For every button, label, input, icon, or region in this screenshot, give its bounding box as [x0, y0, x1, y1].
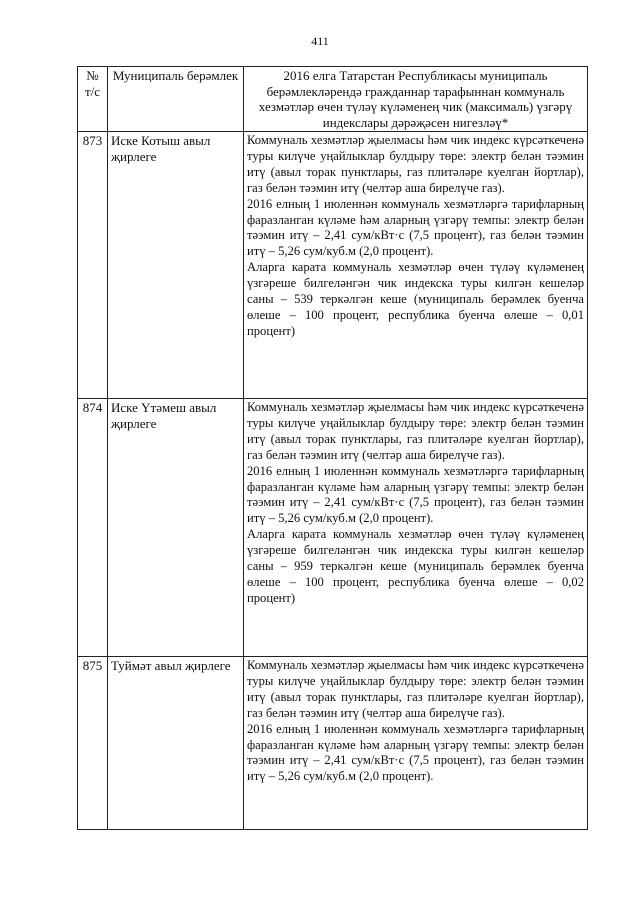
row-description: [244, 657, 588, 830]
table-row: [78, 132, 588, 399]
municipality-name: Туймәт авыл җирлеге: [108, 657, 244, 830]
row-description: [244, 399, 588, 657]
description-paragraph: 2016 елның 1 июленнән коммуналь хезмәтләргә тарифларның фаразланган күләме һәм аларның үзгәрү темпы: электр белән тәэмин итү – 2,41 сум/кВт·с (7,5 процент), газ белән тәэмин итү – 5,26 сум/куб.м (2,0 процент).: [247, 463, 584, 526]
page-number: 411: [311, 34, 329, 48]
municipal-index-table: [77, 66, 588, 830]
table-row: [78, 399, 588, 657]
row-number: 874: [78, 399, 108, 657]
municipality-name: Иске Котыш авыл җирлеге: [108, 132, 244, 399]
description-paragraph: Аларга карата коммуналь хезмәтләр өчен түләү күләменең үзгәреше билгеләнгән чик индекска туры килгән кешеләр саны – 539 теркәлгән кеше (муниципаль берәмлек буенча өлеше – 100 процент, республика буенча өлеше – 0,01 процент): [247, 260, 584, 338]
description-paragraph: 2016 елның 1 июленнән коммуналь хезмәтләргә тарифларның фаразланган күләме һәм аларның үзгәрү темпы: электр белән тәэмин итү – 2,41 сум/кВт·с (7,5 процент), газ белән тәэмин итү – 5,26 сум/куб.м (2,0 процент).: [247, 196, 584, 259]
description-paragraph: 2016 елның 1 июленнән коммуналь хезмәтләргә тарифларның фаразланган күләме һәм аларның үзгәрү темпы: электр белән тәэмин итү – 2,41 сум/кВт·с (7,5 процент), газ белән тәэмин итү – 5,26 сум/куб.м (2,0 процент).: [247, 721, 584, 784]
row-number: 875: [78, 657, 108, 830]
header-municipality: Муниципаль берәмлек: [108, 67, 244, 132]
description-paragraph: Коммуналь хезмәтләр җыелмасы һәм чик индекс күрсәткеченә туры килүче уңайлыклар булдыру төре: электр белән тәэмин итү (авыл торак пунктлары, газ плитәләре куелган йортлар), газ белән тәэмин итү (челтәр аша бирелүче газ).: [247, 658, 584, 720]
table-row: [78, 657, 588, 830]
header-description: 2016 елга Татарстан Республикасы муниципаль берәмлекләрендә гражданнар тарафыннан коммуналь хезмәтләр өчен түләү күләменең чик (максималь) үзгәрү индекслары дәрәҗәсен нигезләү*: [244, 67, 588, 132]
description-paragraph: Аларга карата коммуналь хезмәтләр өчен түләү күләменең үзгәреше билгеләнгән чик индекска туры килгән кешеләр саны – 959 теркәлгән кеше (муниципаль берәмлек буенча өлеше – 100 процент, республика буенча өлеше – 0,02 процент): [247, 527, 584, 605]
table-header-row: [78, 67, 588, 132]
description-paragraph: Коммуналь хезмәтләр җыелмасы һәм чик индекс күрсәткеченә туры килүче уңайлыклар булдыру төре: электр белән тәэмин итү (авыл торак пунктлары, газ плитәләре куелган йортлар), газ белән тәэмин итү (челтәр аша бирелүче газ).: [247, 400, 584, 462]
municipality-name: Иске Үтәмеш авыл җирлеге: [108, 399, 244, 657]
description-paragraph: Коммуналь хезмәтләр җыелмасы һәм чик индекс күрсәткеченә туры килүче уңайлыклар булдыру төре: электр белән тәэмин итү (авыл торак пунктлары, газ плитәләре куелган йортлар), газ белән тәэмин итү (челтәр аша бирелүче газ).: [247, 133, 584, 195]
row-number: 873: [78, 132, 108, 399]
header-number: № т/с: [78, 67, 108, 132]
row-description: [244, 132, 588, 399]
